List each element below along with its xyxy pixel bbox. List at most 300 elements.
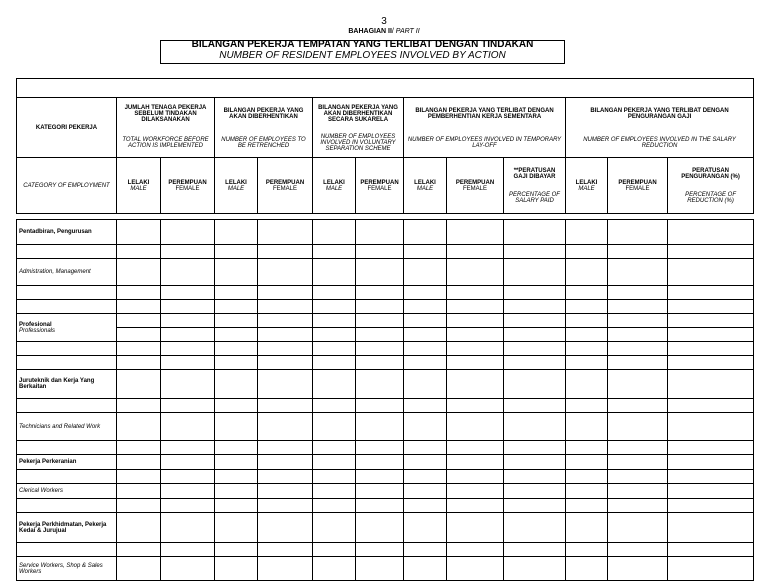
data-entry-cell[interactable] xyxy=(258,328,313,342)
data-entry-cell[interactable] xyxy=(447,557,504,581)
data-entry-cell[interactable] xyxy=(447,399,504,413)
data-entry-cell[interactable] xyxy=(608,484,668,499)
voluntary-header-en: NUMBER OF EMPLOYEES INVOLVED IN VOLUNTARY SEPARATION SCHEME xyxy=(313,130,404,158)
data-entry-cell[interactable] xyxy=(447,455,504,470)
data-entry-cell[interactable] xyxy=(668,286,754,300)
data-entry-cell[interactable] xyxy=(215,470,258,484)
data-entry-cell[interactable] xyxy=(404,245,447,259)
category-cell-blank xyxy=(17,499,117,513)
data-entry-cell[interactable] xyxy=(215,370,258,399)
data-entry-cell[interactable] xyxy=(258,470,313,484)
data-entry-cell[interactable] xyxy=(668,455,754,470)
data-entry-cell[interactable] xyxy=(608,513,668,543)
data-entry-cell[interactable] xyxy=(117,245,161,259)
data-entry-cell[interactable] xyxy=(313,543,356,557)
gender-header-male xyxy=(566,158,608,214)
gender-header-male xyxy=(215,158,258,214)
data-entry-cell[interactable] xyxy=(356,499,404,513)
data-entry-cell[interactable] xyxy=(404,499,447,513)
data-entry-cell[interactable] xyxy=(447,300,504,314)
data-entry-cell[interactable] xyxy=(313,259,356,286)
data-entry-cell[interactable] xyxy=(313,220,356,245)
table-row xyxy=(17,455,754,470)
data-entry-cell[interactable] xyxy=(161,399,215,413)
data-entry-cell[interactable] xyxy=(404,484,447,499)
data-entry-cell[interactable] xyxy=(313,557,356,581)
data-entry-cell[interactable] xyxy=(356,399,404,413)
data-entry-cell[interactable] xyxy=(117,314,161,328)
data-entry-cell[interactable] xyxy=(313,513,356,543)
data-entry-cell[interactable] xyxy=(117,470,161,484)
pct-paid-en: PERCENTAGE OF SALARY PAID xyxy=(509,191,560,204)
data-entry-cell[interactable] xyxy=(161,370,215,399)
data-entry-cell[interactable] xyxy=(313,413,356,441)
data-entry-cell[interactable] xyxy=(404,220,447,245)
data-entry-cell[interactable] xyxy=(608,557,668,581)
data-entry-cell[interactable] xyxy=(117,328,161,342)
data-entry-cell[interactable] xyxy=(668,356,754,370)
data-entry-cell[interactable] xyxy=(313,245,356,259)
female-en: FEMALE xyxy=(625,185,650,192)
data-entry-cell[interactable] xyxy=(215,499,258,513)
female-en: FEMALE xyxy=(367,185,392,192)
table-row xyxy=(17,470,754,484)
data-entry-cell[interactable] xyxy=(313,370,356,399)
data-entry-cell[interactable] xyxy=(215,342,258,356)
category-prof-en-label: Professionals xyxy=(19,327,56,334)
data-entry-cell[interactable] xyxy=(566,413,608,441)
data-entry-cell[interactable] xyxy=(447,259,504,286)
data-entry-cell[interactable] xyxy=(504,314,566,328)
data-entry-cell[interactable] xyxy=(608,370,668,399)
data-entry-cell[interactable] xyxy=(668,441,754,455)
gender-header-female xyxy=(447,158,504,214)
data-entry-cell[interactable] xyxy=(161,499,215,513)
male-ms: LELAKI xyxy=(323,179,345,186)
data-entry-cell[interactable] xyxy=(504,370,566,399)
data-entry-cell[interactable] xyxy=(447,413,504,441)
data-entry-cell[interactable] xyxy=(504,328,566,342)
data-entry-cell[interactable] xyxy=(668,370,754,399)
data-entry-cell[interactable] xyxy=(161,286,215,300)
data-entry-cell[interactable] xyxy=(404,370,447,399)
data-entry-cell[interactable] xyxy=(215,259,258,286)
category-cell-blank xyxy=(17,245,117,259)
data-entry-cell[interactable] xyxy=(215,328,258,342)
category-clerk-ms: Pekerja Perkeranian xyxy=(17,455,117,470)
male-en: MALE xyxy=(416,185,434,192)
data-entry-cell[interactable] xyxy=(668,499,754,513)
data-entry-cell[interactable] xyxy=(258,314,313,328)
data-entry-cell[interactable] xyxy=(447,513,504,543)
data-entry-cell[interactable] xyxy=(258,513,313,543)
data-entry-cell[interactable] xyxy=(504,543,566,557)
table-row xyxy=(17,484,754,499)
data-entry-cell[interactable] xyxy=(356,220,404,245)
data-entry-cell[interactable] xyxy=(404,328,447,342)
data-entry-cell[interactable] xyxy=(447,220,504,245)
data-entry-cell[interactable] xyxy=(404,441,447,455)
data-entry-cell[interactable] xyxy=(608,399,668,413)
data-entry-cell[interactable] xyxy=(356,356,404,370)
category-header-en: CATEGORY OF EMPLOYMENT xyxy=(17,158,117,214)
pct-salary-paid-header xyxy=(504,158,566,214)
data-entry-cell[interactable] xyxy=(668,245,754,259)
gender-header-male xyxy=(313,158,356,214)
data-entry-cell[interactable] xyxy=(215,286,258,300)
part-label-en: PART II xyxy=(395,28,420,35)
data-entry-cell[interactable] xyxy=(313,455,356,470)
data-entry-cell[interactable] xyxy=(356,314,404,328)
data-entry-cell[interactable] xyxy=(566,342,608,356)
data-entry-cell[interactable] xyxy=(668,543,754,557)
female-ms: PEREMPUAN xyxy=(360,179,399,186)
data-entry-cell[interactable] xyxy=(447,286,504,300)
data-entry-cell[interactable] xyxy=(404,455,447,470)
pct-reduction-header xyxy=(668,158,754,214)
data-entry-cell[interactable] xyxy=(404,286,447,300)
data-entry-cell[interactable] xyxy=(566,220,608,245)
data-entry-cell[interactable] xyxy=(608,470,668,484)
data-entry-cell[interactable] xyxy=(161,220,215,245)
data-entry-cell[interactable] xyxy=(356,300,404,314)
data-entry-cell[interactable] xyxy=(668,259,754,286)
data-entry-cell[interactable] xyxy=(504,513,566,543)
data-entry-cell[interactable] xyxy=(566,328,608,342)
data-entry-cell[interactable] xyxy=(356,370,404,399)
data-entry-cell[interactable] xyxy=(117,557,161,581)
title-english: NUMBER OF RESIDENT EMPLOYEES INVOLVED BY ACTION xyxy=(219,50,506,61)
data-entry-cell[interactable] xyxy=(161,342,215,356)
data-entry-cell[interactable] xyxy=(117,441,161,455)
data-entry-cell[interactable] xyxy=(447,245,504,259)
data-entry-cell[interactable] xyxy=(668,413,754,441)
data-entry-cell[interactable] xyxy=(161,543,215,557)
data-entry-cell[interactable] xyxy=(566,513,608,543)
salary-header-en: NUMBER OF EMPLOYEES INVOLVED IN THE SALARY REDUCTION xyxy=(566,130,754,158)
data-entry-cell[interactable] xyxy=(566,557,608,581)
data-entry-cell[interactable] xyxy=(504,342,566,356)
data-entry-cell[interactable] xyxy=(161,413,215,441)
data-entry-cell[interactable] xyxy=(356,328,404,342)
data-entry-cell[interactable] xyxy=(668,557,754,581)
data-entry-cell[interactable] xyxy=(258,245,313,259)
data-entry-cell[interactable] xyxy=(447,342,504,356)
data-entry-cell[interactable] xyxy=(258,370,313,399)
data-entry-cell[interactable] xyxy=(258,259,313,286)
data-entry-cell[interactable] xyxy=(313,356,356,370)
male-ms: LELAKI xyxy=(414,179,436,186)
male-ms: LELAKI xyxy=(575,179,598,186)
male-ms: LELAKI xyxy=(127,179,150,186)
data-entry-cell[interactable] xyxy=(566,399,608,413)
data-entry-cell[interactable] xyxy=(117,455,161,470)
data-entry-cell[interactable] xyxy=(161,513,215,543)
data-entry-cell[interactable] xyxy=(566,300,608,314)
page-number: 3 xyxy=(381,16,387,27)
data-entry-cell[interactable] xyxy=(504,399,566,413)
data-entry-cell[interactable] xyxy=(504,413,566,441)
data-entry-cell[interactable] xyxy=(447,370,504,399)
data-entry-cell[interactable] xyxy=(504,455,566,470)
data-entry-cell[interactable] xyxy=(566,245,608,259)
data-entry-cell[interactable] xyxy=(258,543,313,557)
data-entry-cell[interactable] xyxy=(215,245,258,259)
data-entry-cell[interactable] xyxy=(608,286,668,300)
data-entry-cell[interactable] xyxy=(404,557,447,581)
data-entry-cell[interactable] xyxy=(161,484,215,499)
data-entry-cell[interactable] xyxy=(117,356,161,370)
voluntary-header-ms: BILANGAN PEKERJA YANG AKAN DIBERHENTIKAN SECARA SUKARELA xyxy=(313,98,404,130)
female-ms: PEREMPUAN xyxy=(168,179,207,186)
data-entry-cell[interactable] xyxy=(504,484,566,499)
data-entry-cell[interactable] xyxy=(215,356,258,370)
data-entry-cell[interactable] xyxy=(313,314,356,328)
data-entry-cell[interactable] xyxy=(117,300,161,314)
data-entry-cell[interactable] xyxy=(404,356,447,370)
data-entry-cell[interactable] xyxy=(215,513,258,543)
data-entry-cell[interactable] xyxy=(566,356,608,370)
data-entry-cell[interactable] xyxy=(161,455,215,470)
data-entry-cell[interactable] xyxy=(313,484,356,499)
data-entry-cell[interactable] xyxy=(404,259,447,286)
data-entry-cell[interactable] xyxy=(258,484,313,499)
data-entry-cell[interactable] xyxy=(356,441,404,455)
data-entry-cell[interactable] xyxy=(404,342,447,356)
data-entry-cell[interactable] xyxy=(356,543,404,557)
data-entry-cell[interactable] xyxy=(258,455,313,470)
data-entry-cell[interactable] xyxy=(117,499,161,513)
data-entry-cell[interactable] xyxy=(117,413,161,441)
data-entry-cell[interactable] xyxy=(313,342,356,356)
data-entry-cell[interactable] xyxy=(215,557,258,581)
data-entry-cell[interactable] xyxy=(161,300,215,314)
data-entry-cell[interactable] xyxy=(447,356,504,370)
data-entry-cell[interactable] xyxy=(161,328,215,342)
data-entry-cell[interactable] xyxy=(566,543,608,557)
data-entry-cell[interactable] xyxy=(404,399,447,413)
data-entry-cell[interactable] xyxy=(313,470,356,484)
data-entry-cell[interactable] xyxy=(566,499,608,513)
category-prof-ms-label: Profesional xyxy=(19,321,52,328)
data-entry-cell[interactable] xyxy=(504,356,566,370)
data-entry-cell[interactable] xyxy=(504,259,566,286)
data-entry-cell[interactable] xyxy=(404,543,447,557)
blank-top-row xyxy=(17,79,754,98)
workforce-header-ms: JUMLAH TENAGA PEKERJA SEBELUM TINDAKAN DILAKSANAKAN xyxy=(117,98,215,130)
data-entry-cell[interactable] xyxy=(608,300,668,314)
data-entry-cell[interactable] xyxy=(404,314,447,328)
data-entry-cell[interactable] xyxy=(608,499,668,513)
data-entry-cell[interactable] xyxy=(404,513,447,543)
data-entry-cell[interactable] xyxy=(608,356,668,370)
pct-red-en: PERCENTAGE OF REDUCTION (%) xyxy=(685,191,737,204)
data-entry-cell[interactable] xyxy=(608,259,668,286)
data-entry-cell[interactable] xyxy=(504,470,566,484)
data-entry-cell[interactable] xyxy=(313,300,356,314)
data-entry-cell[interactable] xyxy=(258,413,313,441)
data-entry-cell[interactable] xyxy=(447,484,504,499)
data-entry-cell[interactable] xyxy=(566,455,608,470)
data-entry-cell[interactable] xyxy=(668,314,754,328)
data-entry-cell[interactable] xyxy=(313,328,356,342)
data-entry-cell[interactable] xyxy=(117,370,161,399)
data-entry-cell[interactable] xyxy=(215,455,258,470)
data-entry-cell[interactable] xyxy=(566,484,608,499)
data-entry-cell[interactable] xyxy=(313,499,356,513)
data-entry-cell[interactable] xyxy=(566,441,608,455)
data-entry-cell[interactable] xyxy=(404,300,447,314)
data-entry-cell[interactable] xyxy=(356,413,404,441)
data-entry-cell[interactable] xyxy=(404,470,447,484)
data-entry-cell[interactable] xyxy=(215,399,258,413)
data-entry-cell[interactable] xyxy=(668,300,754,314)
data-entry-cell[interactable] xyxy=(117,484,161,499)
data-entry-cell[interactable] xyxy=(447,543,504,557)
data-entry-cell[interactable] xyxy=(117,543,161,557)
data-entry-cell[interactable] xyxy=(161,470,215,484)
data-entry-cell[interactable] xyxy=(668,342,754,356)
data-entry-cell[interactable] xyxy=(504,286,566,300)
data-entry-cell[interactable] xyxy=(161,259,215,286)
data-entry-cell[interactable] xyxy=(668,328,754,342)
data-entry-cell[interactable] xyxy=(117,342,161,356)
data-entry-cell[interactable] xyxy=(608,328,668,342)
data-entry-cell[interactable] xyxy=(258,441,313,455)
data-entry-cell[interactable] xyxy=(668,470,754,484)
data-entry-cell[interactable] xyxy=(668,399,754,413)
data-entry-cell[interactable] xyxy=(258,399,313,413)
data-entry-cell[interactable] xyxy=(608,314,668,328)
female-en: FEMALE xyxy=(175,185,200,192)
data-entry-cell[interactable] xyxy=(447,314,504,328)
table-row xyxy=(17,220,754,245)
male-en: MALE xyxy=(130,185,147,192)
data-entry-cell[interactable] xyxy=(161,356,215,370)
data-entry-cell[interactable] xyxy=(566,470,608,484)
female-ms: PEREMPUAN xyxy=(455,179,495,186)
table-row xyxy=(17,399,754,413)
table-row xyxy=(17,314,754,328)
data-entry-cell[interactable] xyxy=(504,557,566,581)
data-entry-cell[interactable] xyxy=(356,455,404,470)
data-entry-cell[interactable] xyxy=(161,314,215,328)
data-entry-cell[interactable] xyxy=(161,557,215,581)
data-entry-cell[interactable] xyxy=(566,259,608,286)
data-entry-cell[interactable] xyxy=(608,342,668,356)
data-entry-cell[interactable] xyxy=(447,328,504,342)
data-entry-cell[interactable] xyxy=(608,543,668,557)
table-row xyxy=(17,342,754,356)
data-entry-cell[interactable] xyxy=(313,441,356,455)
data-entry-cell[interactable] xyxy=(608,220,668,245)
category-cell-blank xyxy=(17,441,117,455)
data-entry-cell[interactable] xyxy=(215,413,258,441)
data-entry-cell[interactable] xyxy=(566,370,608,399)
category-clerk-en: Clerical Workers xyxy=(17,484,117,499)
category-admin-ms: Pentadbiran, Pengurusan xyxy=(17,220,117,245)
data-entry-cell[interactable] xyxy=(356,557,404,581)
data-entry-cell[interactable] xyxy=(215,314,258,328)
data-entry-cell[interactable] xyxy=(258,342,313,356)
data-entry-cell[interactable] xyxy=(258,220,313,245)
data-entry-cell[interactable] xyxy=(504,220,566,245)
table-row xyxy=(17,499,754,513)
part-label xyxy=(0,28,768,35)
male-ms: LELAKI xyxy=(225,179,247,186)
data-entry-cell[interactable] xyxy=(117,513,161,543)
layoff-header-ms: BILANGAN PEKERJA YANG TERLIBAT DENGAN PEMBERHENTIAN KERJA SEMENTARA xyxy=(404,98,566,130)
data-entry-cell[interactable] xyxy=(504,441,566,455)
data-entry-cell[interactable] xyxy=(608,413,668,441)
data-entry-cell[interactable] xyxy=(447,499,504,513)
data-entry-cell[interactable] xyxy=(356,286,404,300)
data-entry-cell[interactable] xyxy=(161,441,215,455)
data-entry-cell[interactable] xyxy=(215,441,258,455)
data-entry-cell[interactable] xyxy=(356,470,404,484)
data-entry-cell[interactable] xyxy=(447,441,504,455)
data-entry-cell[interactable] xyxy=(258,499,313,513)
male-en: MALE xyxy=(578,185,595,192)
data-entry-cell[interactable] xyxy=(215,543,258,557)
category-cell-blank xyxy=(17,342,117,356)
table-row xyxy=(17,300,754,314)
data-entry-cell[interactable] xyxy=(161,245,215,259)
data-entry-cell[interactable] xyxy=(356,484,404,499)
data-entry-cell[interactable] xyxy=(117,220,161,245)
data-entry-cell[interactable] xyxy=(215,484,258,499)
data-entry-cell[interactable] xyxy=(504,245,566,259)
data-entry-cell[interactable] xyxy=(258,300,313,314)
data-entry-cell[interactable] xyxy=(258,286,313,300)
category-cell-blank xyxy=(17,399,117,413)
data-entry-cell[interactable] xyxy=(668,220,754,245)
data-entry-cell[interactable] xyxy=(258,356,313,370)
table-row xyxy=(17,356,754,370)
data-entry-cell[interactable] xyxy=(356,513,404,543)
data-entry-cell[interactable] xyxy=(608,441,668,455)
data-entry-cell[interactable] xyxy=(566,286,608,300)
data-entry-cell[interactable] xyxy=(356,342,404,356)
male-en: MALE xyxy=(325,185,343,192)
data-entry-cell[interactable] xyxy=(313,286,356,300)
data-entry-cell[interactable] xyxy=(215,220,258,245)
data-entry-cell[interactable] xyxy=(566,314,608,328)
data-entry-cell[interactable] xyxy=(215,300,258,314)
data-entry-cell[interactable] xyxy=(356,259,404,286)
table-row xyxy=(17,259,754,286)
category-cell-blank xyxy=(17,470,117,484)
data-entry-cell[interactable] xyxy=(668,513,754,543)
data-entry-cell[interactable] xyxy=(447,470,504,484)
data-entry-cell[interactable] xyxy=(117,286,161,300)
data-entry-cell[interactable] xyxy=(504,300,566,314)
data-entry-cell[interactable] xyxy=(356,245,404,259)
data-entry-cell[interactable] xyxy=(608,455,668,470)
data-entry-cell[interactable] xyxy=(117,399,161,413)
data-entry-cell[interactable] xyxy=(258,557,313,581)
data-entry-cell[interactable] xyxy=(608,245,668,259)
data-entry-cell[interactable] xyxy=(313,399,356,413)
data-entry-cell[interactable] xyxy=(117,259,161,286)
data-entry-cell[interactable] xyxy=(668,484,754,499)
data-entry-cell[interactable] xyxy=(504,499,566,513)
employee-action-table xyxy=(16,78,754,214)
data-entry-cell[interactable] xyxy=(404,413,447,441)
table-row xyxy=(17,557,754,581)
gender-header-male xyxy=(404,158,447,214)
gender-header-female xyxy=(356,158,404,214)
